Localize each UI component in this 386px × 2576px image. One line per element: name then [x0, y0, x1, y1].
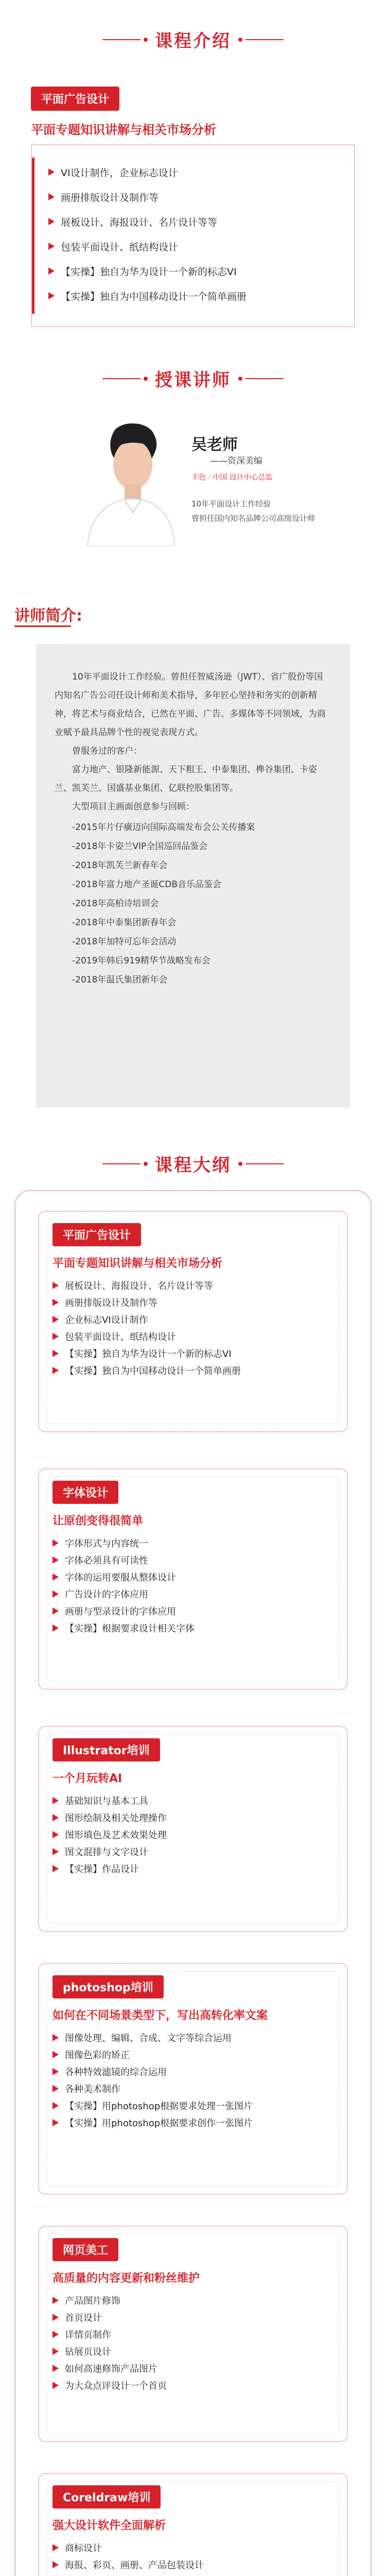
- module-list-item: [52, 1328, 337, 1345]
- intro-tag: 平面广告设计: [31, 87, 119, 111]
- module-item-text: 画册排版设计及制作等: [65, 1297, 157, 1309]
- module-card: [38, 1211, 348, 1432]
- triangle-bullet-icon: [48, 292, 55, 299]
- triangle-bullet-icon: [52, 1367, 59, 1374]
- module-list-item: [52, 1534, 337, 1551]
- module-item-text: 钻展页设计: [65, 2346, 111, 2358]
- triangle-bullet-icon: [52, 1831, 59, 1838]
- module-list-item: [52, 2326, 337, 2343]
- intro-item-text: VI设计制作，企业标志设计: [61, 167, 178, 179]
- triangle-bullet-icon: [52, 1814, 59, 1821]
- module-list-item: [52, 1551, 337, 1568]
- intro-tag-wrap: [31, 87, 119, 111]
- triangle-bullet-icon: [52, 2314, 59, 2321]
- module-list-item: [52, 1345, 337, 1362]
- module-list-item: [52, 1843, 337, 1860]
- bio-panel: [36, 644, 350, 1108]
- teacher-section: [0, 355, 386, 598]
- module-subtitle: 如何在不同场景类型下，写出高转化率文案: [52, 2009, 268, 2022]
- intro-subtitle: 平面专题知识讲解与相关市场分析: [31, 123, 216, 137]
- triangle-bullet-icon: [48, 193, 55, 200]
- module-subtitle: 一个月玩转AI: [52, 1772, 122, 1785]
- right-decoration: [238, 1162, 284, 1166]
- module-item-text: 基础知识与基本工具: [65, 1795, 148, 1807]
- intro-list-item: [48, 283, 338, 308]
- teacher-title: 授课讲师: [155, 370, 231, 391]
- intro-title: 课程介绍: [155, 31, 231, 52]
- module-card: [38, 1726, 348, 1932]
- module-list-item: [52, 1568, 337, 1585]
- triangle-bullet-icon: [48, 168, 55, 176]
- triangle-bullet-icon: [52, 2297, 59, 2304]
- triangle-bullet-icon: [52, 2348, 59, 2355]
- module-item-text: 【实操】根据要求设计相关字体: [65, 1623, 195, 1634]
- intro-list-item: [48, 209, 338, 234]
- bio-label-underline: [14, 625, 71, 627]
- bio-projects-list: [55, 818, 331, 990]
- module-list-item: [52, 1362, 337, 1379]
- intro-item-text: 【实操】独自为中国移动设计一个简单画册: [61, 291, 247, 302]
- module-item-text: 首页设计: [65, 2312, 102, 2324]
- module-tag: 字体设计: [52, 1481, 118, 1504]
- bio-project-item: -2018年富力地产圣诞CDB音乐品鉴会: [72, 879, 222, 890]
- teacher-avatar: [77, 417, 175, 546]
- module-item-text: 【实操】作品设计: [65, 1863, 139, 1875]
- intro-list: [48, 160, 338, 308]
- module-list-item: [52, 2063, 337, 2080]
- module-item-text: 商标设计: [65, 2543, 102, 2554]
- module-item-text: 【实操】独自为中国移动设计一个简单画册: [65, 1365, 241, 1377]
- module-list-item: [52, 2114, 337, 2131]
- triangle-bullet-icon: [52, 1299, 59, 1306]
- module-item-text: 各种美术制作: [65, 2083, 120, 2095]
- module-item-text: 为大众点评设计一个首页: [65, 2380, 167, 2392]
- module-card: [38, 1963, 348, 2195]
- syllabus-section: [0, 1128, 386, 2576]
- module-item-text: 展板设计、海报设计、名片设计等等: [65, 1280, 213, 1292]
- triangle-bullet-icon: [48, 218, 55, 225]
- module-tag: Illustrator培训: [52, 1738, 160, 1761]
- triangle-bullet-icon: [52, 2365, 59, 2372]
- triangle-bullet-icon: [52, 1573, 59, 1581]
- module-subtitle: 平面专题知识讲解与相关市场分析: [52, 1257, 223, 1270]
- bio-project-item: -2018年高柏诗培训会: [72, 899, 159, 909]
- module-list-item: [52, 2360, 337, 2377]
- bio-clients: 富力地产、银隆新能源、天下粗王、中泰集团、榫谷集团、卡姿兰、凯芙兰、国盛基业集团、亿联控股集团等。: [55, 765, 317, 793]
- module-item-text: 【实操】用photoshop根据要求创作一张图片: [65, 2117, 253, 2129]
- module-list-item: [52, 1311, 337, 1328]
- teacher-description: 曾担任国内知名品牌公司高级设计师: [191, 514, 315, 523]
- triangle-bullet-icon: [52, 2544, 59, 2551]
- module-card: [38, 2226, 348, 2442]
- intro-heading: [0, 27, 386, 52]
- bio-project-item: -2015年片仔癀迈向国际高端发布会公关传播案: [72, 822, 255, 833]
- teacher-name: 吴老师: [191, 436, 238, 454]
- triangle-bullet-icon: [52, 2561, 59, 2568]
- triangle-bullet-icon: [52, 2085, 59, 2092]
- module-list-item: [52, 1792, 337, 1809]
- triangle-bullet-icon: [52, 1350, 59, 1357]
- module-list-item: [52, 1294, 337, 1311]
- module-item-text: 企业标志VI设计制作: [65, 1314, 148, 1326]
- module-subtitle: 高质量的内容更新和粉丝维护: [52, 2272, 200, 2285]
- module-item-text: 如何高速修饰产品图片: [65, 2363, 157, 2375]
- intro-item-text: 展板设计、海报设计、名片设计等等: [61, 216, 218, 228]
- module-list-item: [52, 2309, 337, 2326]
- module-list-item: [52, 1826, 337, 1843]
- module-item-text: 图文混排与文字设计: [65, 1846, 148, 1858]
- module-item-text: 图形填色及艺术效果处理: [65, 1829, 167, 1841]
- module-item-text: 图像色彩的矫正: [65, 2049, 130, 2061]
- triangle-bullet-icon: [52, 1607, 59, 1615]
- course-intro-section: [0, 0, 386, 350]
- module-list-item: [52, 2573, 337, 2576]
- teacher-brand: ——资深美编: [210, 456, 262, 466]
- module-tag: Coreldraw培训: [52, 2485, 161, 2509]
- bio-project-item: -2018年温氏集团新年会: [72, 975, 168, 985]
- bio-projects-heading: 大型项目主画面创意参与回顾：: [72, 802, 195, 812]
- triangle-bullet-icon: [52, 1282, 59, 1289]
- triangle-bullet-icon: [52, 1316, 59, 1323]
- module-list-item: [52, 2377, 337, 2394]
- module-card: [38, 2473, 348, 2576]
- intro-list-item: [48, 259, 338, 283]
- triangle-bullet-icon: [52, 2034, 59, 2041]
- left-decoration: [102, 1162, 148, 1166]
- bio-label: 讲师简介:: [14, 607, 82, 625]
- module-item-text: 产品图片修饰: [65, 2295, 120, 2307]
- triangle-bullet-icon: [52, 1865, 59, 1872]
- intro-list-item: [48, 234, 338, 259]
- intro-box-bar: [32, 158, 34, 314]
- module-content: [52, 2485, 337, 2576]
- triangle-bullet-icon: [52, 2119, 59, 2126]
- module-item-text: 【实操】用photoshop根据要求处理一张图片: [65, 2100, 253, 2112]
- teacher-experience: 10年平面设计工作经验: [191, 499, 271, 509]
- intro-list-item: [48, 184, 338, 209]
- triangle-bullet-icon: [52, 1590, 59, 1598]
- triangle-bullet-icon: [52, 2331, 59, 2338]
- module-item-text: 海报、彩页、画册、产品包装设计: [65, 2560, 204, 2571]
- module-content: [52, 2238, 337, 2394]
- module-tag: photoshop培训: [52, 1975, 164, 1998]
- bio-project-item: -2018年卡姿兰VIP全国巡回品鉴会: [72, 841, 208, 852]
- module-content: [52, 1481, 337, 1636]
- bio-paragraph: 10年平面设计工作经验。曾担任智威汤逊（JWT）、省广股份等国内知名广告公司任设计师和美术指导，多年匠心坚持和务实的创新精神，将艺术与商业结合，已然在平面、广告、多媒体等不同领域，为商业赋予最具品牌个性的视觉表现方式。: [55, 672, 326, 738]
- module-item-text: 字体形式与内容统一: [65, 1538, 148, 1549]
- triangle-bullet-icon: [52, 1624, 59, 1632]
- bio-project-item: -2019年韩后919精华节战略发布会: [72, 956, 210, 966]
- module-item-text: 【实操】独自为华为设计一个新的标志VI: [65, 1348, 232, 1360]
- bio-project-item: -2018年中泰集团新春年会: [72, 918, 177, 928]
- module-item-text: 字体必须具有可读性: [65, 1555, 148, 1566]
- triangle-bullet-icon: [52, 1333, 59, 1340]
- module-list-item: [52, 2029, 337, 2046]
- triangle-bullet-icon: [48, 243, 55, 250]
- module-list-item: [52, 1602, 337, 1619]
- triangle-bullet-icon: [52, 1556, 59, 1564]
- teacher-role: 丰色 · 中国 设计中心总监: [191, 473, 273, 482]
- module-item-text: 字体的运用要服从整体设计: [65, 1572, 176, 1583]
- module-subtitle: 强大设计软件全面解析: [52, 2519, 166, 2532]
- module-item-text: 画册与型录设计的字体应用: [65, 1606, 176, 1617]
- module-tag: 平面广告设计: [52, 1223, 141, 1246]
- triangle-bullet-icon: [48, 267, 55, 275]
- right-decoration: [238, 377, 284, 381]
- module-item-text: 详情页制作: [65, 2329, 111, 2341]
- triangle-bullet-icon: [52, 2068, 59, 2075]
- syllabus-heading: [0, 1151, 386, 1176]
- bio-clients-heading: 曾服务过的客户：: [72, 746, 142, 756]
- module-list-item: [52, 2097, 337, 2114]
- module-list-item: [52, 2080, 337, 2097]
- module-item-text: 图形绘制及相关处理操作: [65, 1812, 167, 1824]
- triangle-bullet-icon: [52, 2382, 59, 2389]
- triangle-bullet-icon: [52, 2051, 59, 2058]
- module-item-text: 各种特效滤镜的综合运用: [65, 2066, 167, 2078]
- intro-item-text: 包装平面设计、纸结构设计: [61, 241, 179, 253]
- intro-item-text: 【实操】独自为华为设计一个新的标志VI: [61, 266, 237, 278]
- module-list-item: [52, 2556, 337, 2573]
- module-subtitle: 让原创变得很简单: [52, 1515, 144, 1528]
- bio-section: [0, 603, 386, 1123]
- triangle-bullet-icon: [52, 1797, 59, 1804]
- module-item-text: 广告设计的字体应用: [65, 1589, 148, 1600]
- triangle-bullet-icon: [52, 1539, 59, 1547]
- left-decoration: [102, 38, 148, 42]
- module-list-item: [52, 2343, 337, 2360]
- module-content: [52, 1975, 337, 2131]
- triangle-bullet-icon: [52, 1848, 59, 1855]
- module-card: [38, 1468, 348, 1690]
- intro-item-text: 画册排版设计及制作等: [61, 192, 159, 204]
- module-content: [52, 1223, 337, 1379]
- right-decoration: [238, 38, 284, 42]
- module-list-item: [52, 1585, 337, 1602]
- module-list-item: [52, 1277, 337, 1294]
- triangle-bullet-icon: [52, 2102, 59, 2109]
- left-decoration: [102, 377, 148, 381]
- syllabus-title: 课程大纲: [155, 1155, 231, 1176]
- module-list-item: [52, 1619, 337, 1636]
- module-item-text: 包装平面设计、纸结构设计: [65, 1331, 176, 1343]
- module-content: [52, 1738, 337, 1877]
- intro-list-item: [48, 160, 338, 184]
- intro-box: [31, 144, 355, 327]
- teacher-heading: [0, 366, 386, 391]
- module-item-text: 图像处理、编辑、合成、文字等综合运用: [65, 2032, 232, 2044]
- module-list-item: [52, 2539, 337, 2556]
- bio-project-item: -2018年凯芙兰新春年会: [72, 860, 168, 871]
- module-list-item: [52, 2046, 337, 2063]
- module-list-item: [52, 2292, 337, 2309]
- bio-project-item: -2018年加特可忘年会活动: [72, 937, 177, 947]
- module-tag: 网页美工: [52, 2238, 118, 2261]
- module-list-item: [52, 1809, 337, 1826]
- module-list-item: [52, 1860, 337, 1877]
